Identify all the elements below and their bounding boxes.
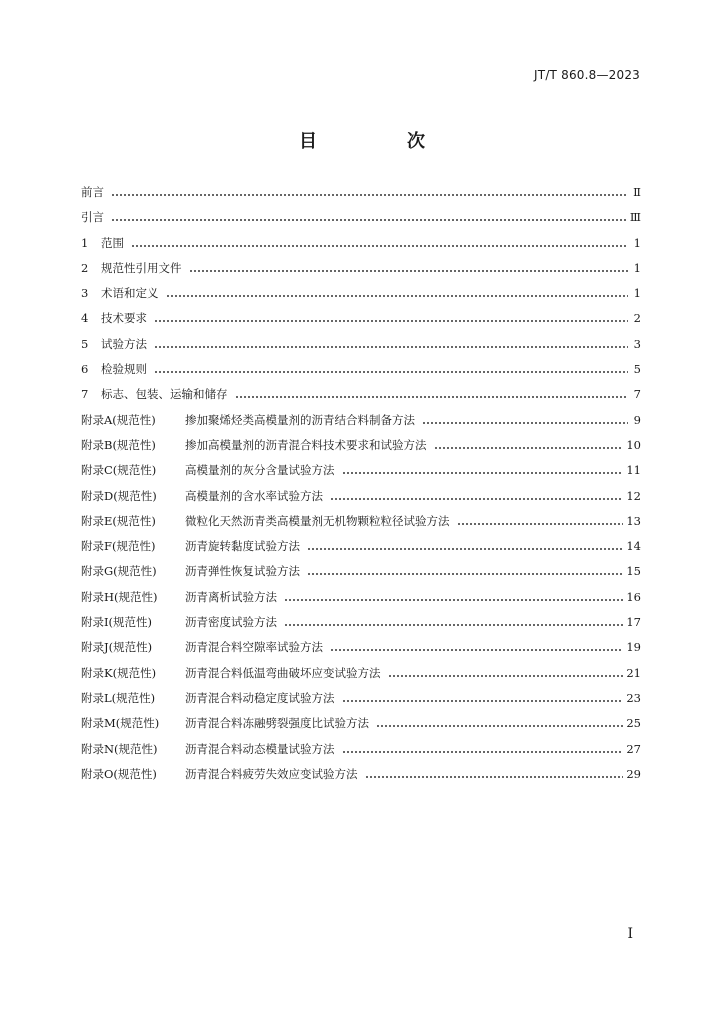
toc-leader-dots xyxy=(307,567,623,575)
toc-entry-page: 5 xyxy=(633,362,641,377)
toc-leader-dots xyxy=(307,542,623,550)
toc-entry-annex-prefix: 附录N(规范性) xyxy=(81,741,158,756)
toc-leader-dots xyxy=(166,289,629,297)
toc-entry-page: 21 xyxy=(626,665,641,680)
toc-entry[interactable] xyxy=(81,260,641,285)
toc-entry[interactable] xyxy=(81,589,641,614)
toc-entry[interactable] xyxy=(81,665,641,690)
toc-entry-label: 沥青混合料动态模量试验方法 xyxy=(185,741,335,756)
toc-entry[interactable] xyxy=(81,361,641,386)
toc-leader-dots xyxy=(154,365,628,373)
toc-entry-page: 10 xyxy=(626,437,641,452)
toc-entry-page: 3 xyxy=(633,336,641,351)
toc-entry-page: 1 xyxy=(633,286,641,301)
toc-leader-dots xyxy=(284,593,623,601)
toc-entry-annex-prefix: 附录H(规范性) xyxy=(81,589,158,604)
toc-entry-page: 9 xyxy=(633,412,641,427)
toc-entry[interactable] xyxy=(81,488,641,513)
toc-entry-page: 19 xyxy=(626,640,641,655)
toc-entry-page: 25 xyxy=(626,716,641,731)
toc-leader-dots xyxy=(131,239,628,247)
toc-entry-annex-prefix: 附录J(规范性) xyxy=(81,640,153,655)
toc-entry-label: 标志、包装、运输和储存 xyxy=(101,387,228,402)
toc-entry-annex-prefix: 附录G(规范性) xyxy=(81,564,157,579)
toc-leader-dots xyxy=(154,314,628,322)
toc-entry-label: 沥青混合料疲劳失效应变试验方法 xyxy=(185,766,358,781)
toc-entry-annex-prefix: 附录M(规范性) xyxy=(81,716,160,731)
toc-entry-label: 沥青离析试验方法 xyxy=(185,589,277,604)
toc-entry-label: 高模量剂的灰分含量试验方法 xyxy=(185,463,335,478)
page-title: 目 次 xyxy=(299,131,461,152)
toc-leader-dots xyxy=(235,390,629,398)
toc-entry-label: 微粒化天然沥青类高模量剂无机物颗粒粒径试验方法 xyxy=(185,513,450,528)
toc-entry-page: 29 xyxy=(626,766,641,781)
toc-leader-dots xyxy=(376,719,623,727)
toc-leader-dots xyxy=(365,770,624,778)
toc-entry[interactable] xyxy=(81,462,641,487)
toc-entry-label: 掺加高模量剂的沥青混合料技术要求和试验方法 xyxy=(185,437,427,452)
toc-entry-label: 沥青混合料空隙率试验方法 xyxy=(185,640,323,655)
toc-entry-page: 1 xyxy=(633,260,641,275)
toc-entry-number: 4 xyxy=(81,311,89,326)
toc-entry[interactable] xyxy=(81,741,641,766)
toc-entry-page: 2 xyxy=(633,311,641,326)
toc-entry-page: Ⅱ xyxy=(633,185,641,199)
toc-entry[interactable] xyxy=(81,766,641,791)
toc-entry-page: 27 xyxy=(626,741,641,756)
toc-entry-label: 试验方法 xyxy=(101,336,147,351)
toc-entry-number: 5 xyxy=(81,336,89,351)
toc-entry[interactable] xyxy=(81,336,641,361)
toc-entry-page: 14 xyxy=(626,539,641,554)
toc-entry-page: 12 xyxy=(626,488,641,503)
toc-leader-dots xyxy=(342,466,624,474)
toc-entry-label: 沥青混合料动稳定度试验方法 xyxy=(185,690,335,705)
toc-entry-label: 沥青旋转黏度试验方法 xyxy=(185,539,300,554)
toc-entry-label: 范围 xyxy=(101,235,124,250)
toc-entry-page: 17 xyxy=(626,615,641,630)
toc-entry[interactable] xyxy=(81,437,641,462)
toc-entry[interactable] xyxy=(81,386,641,411)
toc-leader-dots xyxy=(189,264,629,272)
toc-entry-annex-prefix: 附录F(规范性) xyxy=(81,539,156,554)
toc-entry-annex-prefix: 附录D(规范性) xyxy=(81,488,157,503)
toc-entry[interactable] xyxy=(81,184,641,209)
toc-entry-page: 7 xyxy=(633,387,641,402)
table-of-contents xyxy=(81,184,641,791)
toc-entry-page: 23 xyxy=(626,690,641,705)
toc-entry-number: 3 xyxy=(81,286,89,301)
toc-entry[interactable] xyxy=(81,209,641,234)
toc-entry-label: 高模量剂的含水率试验方法 xyxy=(185,488,323,503)
toc-leader-dots xyxy=(154,340,628,348)
toc-entry[interactable] xyxy=(81,513,641,538)
toc-entry[interactable] xyxy=(81,563,641,588)
toc-leader-dots xyxy=(284,618,623,626)
toc-entry-label: 前言 xyxy=(81,185,104,199)
toc-entry-annex-prefix: 附录C(规范性) xyxy=(81,463,157,478)
toc-leader-dots xyxy=(111,213,627,221)
toc-entry[interactable] xyxy=(81,690,641,715)
toc-entry-label: 沥青密度试验方法 xyxy=(185,615,277,630)
toc-leader-dots xyxy=(330,492,623,500)
toc-entry-label: 规范性引用文件 xyxy=(101,260,182,275)
toc-entry-page: 16 xyxy=(626,589,641,604)
toc-entry-annex-prefix: 附录L(规范性) xyxy=(81,690,156,705)
toc-entry[interactable] xyxy=(81,538,641,563)
toc-entry-label: 技术要求 xyxy=(101,311,147,326)
toc-entry-number: 1 xyxy=(81,235,89,250)
toc-entry-label: 沥青混合料冻融劈裂强度比试验方法 xyxy=(185,716,369,731)
toc-entry[interactable] xyxy=(81,310,641,335)
toc-leader-dots xyxy=(422,416,628,424)
toc-entry-annex-prefix: 附录A(规范性) xyxy=(81,412,156,427)
toc-leader-dots xyxy=(342,745,624,753)
toc-entry-page: 15 xyxy=(626,564,641,579)
toc-entry-annex-prefix: 附录O(规范性) xyxy=(81,766,157,781)
toc-entry-page: 13 xyxy=(626,513,641,528)
toc-leader-dots xyxy=(342,694,624,702)
toc-entry[interactable] xyxy=(81,614,641,639)
toc-entry-number: 6 xyxy=(81,362,89,377)
toc-leader-dots xyxy=(457,517,624,525)
toc-entry-label: 引言 xyxy=(81,210,104,225)
toc-entry-label: 检验规则 xyxy=(101,362,147,377)
toc-entry-annex-prefix: 附录K(规范性) xyxy=(81,665,157,680)
toc-leader-dots xyxy=(111,188,628,196)
toc-entry-label: 沥青混合料低温弯曲破坏应变试验方法 xyxy=(185,665,381,680)
toc-entry-label: 掺加聚烯烃类高模量剂的沥青结合料制备方法 xyxy=(185,412,415,427)
toc-entry[interactable] xyxy=(81,639,641,664)
toc-entry[interactable] xyxy=(81,285,641,310)
toc-entry-label: 术语和定义 xyxy=(101,286,159,301)
toc-entry[interactable] xyxy=(81,412,641,437)
toc-entry-annex-prefix: 附录I(规范性) xyxy=(81,615,153,630)
toc-entry-annex-prefix: 附录E(规范性) xyxy=(81,513,156,528)
toc-entry-number: 2 xyxy=(81,260,89,275)
toc-entry-page: 11 xyxy=(626,463,641,478)
document-code: JT/T 860.8—2023 xyxy=(534,68,640,82)
toc-entry-number: 7 xyxy=(81,387,89,402)
toc-entry-page: Ⅲ xyxy=(629,210,641,225)
toc-entry-page: 1 xyxy=(633,235,641,250)
toc-entry[interactable] xyxy=(81,235,641,260)
toc-entry-annex-prefix: 附录B(规范性) xyxy=(81,437,156,452)
toc-leader-dots xyxy=(330,643,623,651)
toc-leader-dots xyxy=(388,669,624,677)
page-number: I xyxy=(627,926,633,942)
toc-leader-dots xyxy=(434,441,624,449)
toc-entry-label: 沥青弹性恢复试验方法 xyxy=(185,564,300,579)
toc-entry[interactable] xyxy=(81,715,641,740)
